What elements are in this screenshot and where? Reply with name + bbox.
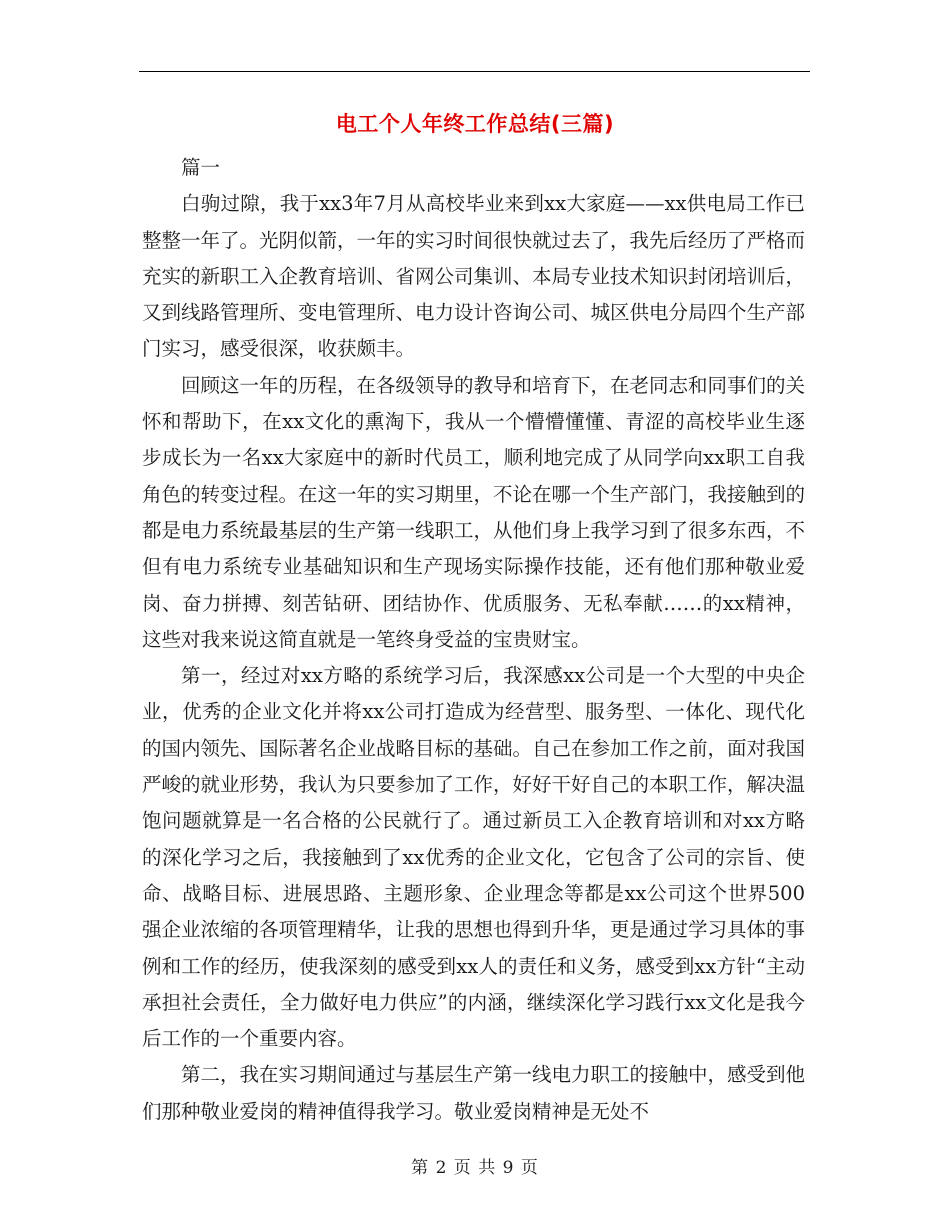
header-rule (139, 71, 810, 72)
document-body (142, 150, 805, 1130)
paragraph: 第二，我在实习期间通过与基层生产第一线电力职工的接触中，感受到他们那种敬业爱岗的精神值得我学习。敬业爱岗精神是无处不 (142, 1063, 806, 1123)
document-title: 电工个人年终工作总结(三篇) (335, 112, 615, 136)
paragraph: 第一，经过对xx方略的系统学习后，我深感xx公司是一个大型的中央企业，优秀的企业文化并将xx公司打造成为经营型、服务型、一体化、现代化的国内领先、国际著名企业战略目标的基础。自己在参加工作之前，面对我国严峻的就业形势，我认为只要参加了工作，好好干好自己的本职工作，解决温饱问题就算是一名合格的公民就行了。通过新员工入企教育培训和对xx方略的深化学习之后，我接触到了xx优秀的企业文化，它包含了公司的宗旨、使命、战略目标、进展思路、主题形象、企业理念等都是xx公司这个世界500强企业浓缩的各项管理精华，让我的思想也得到升华，更是通过学习具体的事例和工作的经历，使我深刻的感受到xx人的责任和义务，感受到xx方针“主动承担社会责任，全力做好电力供应”的内涵，继续深化学习践行xx文化是我今后工作的一个重要内容。 (142, 664, 806, 1051)
paragraph: 白驹过隙，我于xx3年7月从高校毕业来到xx大家庭——xx供电局工作已整整一年了。光阴似箭，一年的实习时间很快就过去了，我先后经历了严格而充实的新职工入企教育培训、省网公司集训、本局专业技术知识封闭培训后，又到线路管理所、变电管理所、电力设计咨询公司、城区供电分局四个生产部门实习，感受很深，收获颇丰。 (142, 192, 806, 361)
section-label: 篇一 (181, 156, 221, 179)
page-footer: 第 2 页 共 9 页 (411, 1158, 539, 1178)
paragraph: 回顾这一年的历程，在各级领导的教导和培育下，在老同志和同事们的关怀和帮助下，在xx文化的熏淘下，我从一个懵懵懂懂、青涩的高校毕业生逐步成长为一名xx大家庭中的新时代员工，顺利地完成了从同学向xx职工自我角色的转变过程。在这一年的实习期里，不论在哪一个生产部门，我接触到的都是电力系统最基层的生产第一线职工，从他们身上我学习到了很多东西，不但有电力系统专业基础知识和生产现场实际操作技能，还有他们那种敬业爱岗、奋力拼搏、刻苦钻研、团结协作、优质服务、无私奉献……的xx精神，这些对我来说这简直就是一笔终身受益的宝贵财宝。 (142, 373, 806, 651)
